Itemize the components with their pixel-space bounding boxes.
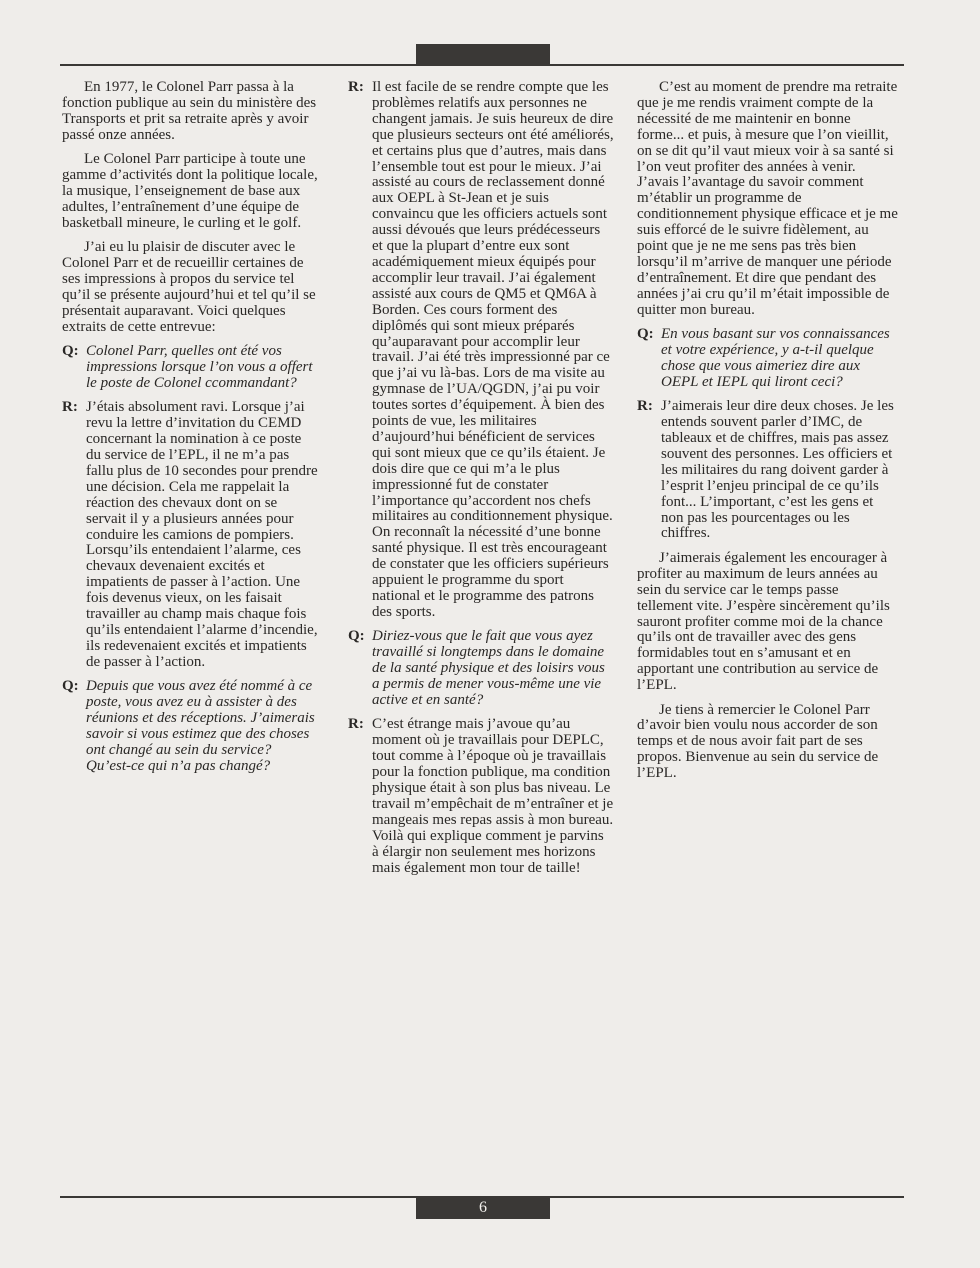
answer-text: C’est étrange mais j’avoue qu’au moment où je travaillais pour DEPLC, tout comme à l’époque où je travaillais pour la fonction publique, ma condition physique était à son plus bas niveau. Le travail m’empêchait de m’entraîner et je mangeais mes repas assis à mon bureau. Voilà qui explique comment je parvins à élargir non seulement mes horizons mais également mon tour de taille! [372, 716, 614, 876]
column-3 [637, 80, 898, 791]
answer-3 [348, 717, 614, 876]
question-label: Q: [62, 678, 79, 695]
question-text: En vous basant sur vos connaissances et votre expérience, y a-t-il quelque chose que vous aimeriez dire aux OEPL et IEPL qui liront ceci? [661, 326, 890, 390]
page-number: 6 [416, 1197, 550, 1219]
answer-label: R: [62, 399, 78, 416]
answer-text: Il est facile de se rendre compte que les problèmes relatifs aux personnes ne changent jamais. Je suis heureux de dire que plusieurs secteurs ont été améliorés, et certains plus que d’autres, mais dans l’ensemble tout est pour le mieux. J’ai assisté au cours de reclassement donné aux OEPL à St-Jean et je suis convaincu que les officiers actuels sont aussi dévoués que leurs prédécesseurs et que la plupart d’entre eux sont académiquement mieux équipés pour accomplir leur travail. J’ai également assisté aux cours de QM5 et QM6A à Borden. Ces cours forment des diplômés qui sont mieux préparés qu’auparavant pour accomplir leur travail. J’ai été très impressionné par ce que j’ai vu là-bas. Lors de ma visite au gymnase de l’UA/QGDN, j’ai pu voir toutes sortes d’équipement. À bien des points de vue, les militaires d’aujourd’hui bénéficient de services qui sont mieux que ce qu’ils étaient. Je dois dire que ce qui m’a le plus impressionné fut de constater l’importance qu’accordent nos chefs militaires au conditionnement physique. On reconnaît la nécessité d’une bonne santé physique. Il est très encourageant de constater que les officiers supérieurs appuient le programme du sport national et le programme des patrons des sports. [372, 79, 614, 620]
answer-text: J’aimerais leur dire deux choses. Je les entends souvent parler d’IMC, de tableaux et de chiffres, mais pas assez souvent des personnes. Les officiers et les militaires du rang doivent garder à l’esprit l’enjeu principal de ce qu’ils font... L’important, c’est les gens et non pas les pourcentages ou les chiffres. [661, 398, 894, 542]
question-label: Q: [62, 343, 79, 360]
answer-4 [637, 399, 898, 542]
header-rule [60, 64, 904, 66]
question-4 [637, 327, 898, 391]
paragraph-intro-1: En 1977, le Colonel Parr passa à la fonction publique au sein du ministère des Transports et prit sa retraite après y avoir passé onze années. [62, 79, 317, 143]
question-label: Q: [637, 326, 654, 343]
answer-label: R: [348, 716, 364, 733]
column-1 [62, 80, 320, 783]
question-text: Depuis que vous avez été nommé à ce poste, vous avez eu à assister à des réunions et des réceptions. J’aimerais savoir si vous estimez que des choses ont changé au sein du service? Qu’est-ce qui n’a pas changé? [86, 678, 315, 774]
column-2 [348, 80, 614, 885]
paragraph-retirement: C’est au moment de prendre ma retraite que je me rendis vraiment compte de la nécessité de me maintenir en bonne forme... et puis, à mesure que l’on vieillit, on se dit qu’il vaut mieux voir à sa santé si l’on veut profiter des années à venir. J’avais l’avantage du savoir comment m’établir un programme de conditionnement physique efficace et je me suis efforcé de le suivre fidèlement, au point que je ne me sens pas très bien lorsqu’il m’arrive de manquer une période d’entraînement. Et dire que pendant des années j’ai cru qu’il m’était impossible de quitter mon bureau. [637, 79, 898, 318]
answer-label: R: [637, 398, 653, 415]
answer-1 [62, 400, 320, 670]
answer-text: J’étais absolument ravi. Lorsque j’ai revu la lettre d’invitation du CEMD concernant la nomination à ce poste du service de l’EPL, il ne m’a pas fallu plus de 10 secondes pour prendre une décision. Cela me rappelait la réaction des chevaux dont on se servait il y a plusieurs années pour conduire les camions de pompiers. Lorsqu’ils entendaient l’alarme, ces chevaux devenaient excités et impatients de passer à l’action. Une fois devenus vieux, on les faisait travailler au champ mais chaque fois qu’ils entendaient l’alarme d’incendie, ils redevenaient excités et impatients de passer à l’action. [86, 399, 318, 670]
question-text: Colonel Parr, quelles ont été vos impressions lorsque l’on vous a offert le poste de Colonel ccommandant? [86, 343, 313, 391]
question-text: Diriez-vous que le fait que vous ayez travaillé si longtemps dans le domaine de la santé physique et des loisirs vous a permis de mener vous-même une vie active et en santé? [372, 628, 605, 708]
question-3 [348, 629, 614, 709]
question-1 [62, 344, 320, 392]
question-label: Q: [348, 628, 365, 645]
paragraph-intro-2: Le Colonel Parr participe à toute une gamme d’activités dont la politique locale, la musique, l’enseignement de base aux adultes, l’entraînement d’une équipe de basketball mineure, le curling et le golf. [62, 151, 318, 231]
answer-2 [348, 80, 614, 621]
answer-label: R: [348, 79, 364, 95]
paragraph-intro-3: J’ai eu lu plaisir de discuter avec le Colonel Parr et de recueillir certaines de ses impressions à propos du service tel qu’il se présente aujourd’hui et tel qu’il se présentait auparavant. Voici quelques extraits de cette entrevue: [62, 239, 316, 335]
paragraph-thanks: Je tiens à remercier le Colonel Parr d’avoir bien voulu nous accorder de son temps et de nous avoir fait part de ses propos. Bienvenue au sein du service de l’EPL. [637, 701, 879, 782]
paragraph-encourage: J’aimerais également les encourager à profiter au maximum de leurs années au sein du service car le temps passe tellement vite. J’espère sincèrement qu’ils sauront profiter comme moi de la chance qu’ils ont de travailler avec des gens formidables tout en s’amusant et en apportant une contribution au service de l’EPL. [637, 549, 890, 694]
question-2 [62, 679, 320, 774]
header-tab [416, 44, 550, 65]
